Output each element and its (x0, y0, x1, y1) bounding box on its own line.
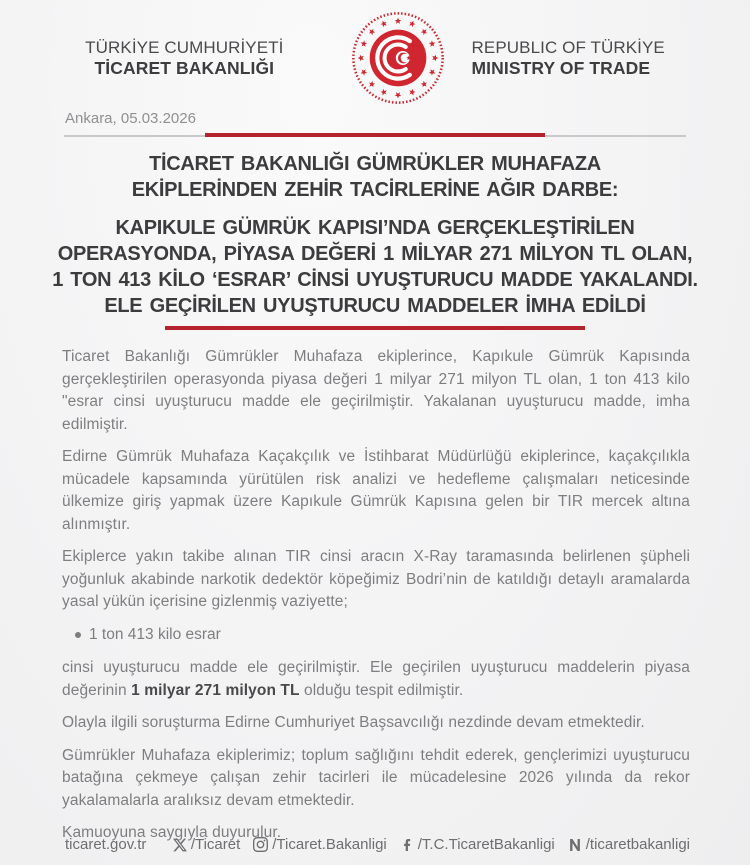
social-row (173, 836, 690, 853)
press-release-body (0, 330, 750, 845)
ministry-of-trade-emblem-icon (350, 10, 446, 106)
market-value-amount: 1 milyar 271 milyon TL (131, 681, 300, 699)
org-tr-line2: TİCARET BAKANLIĞI (94, 58, 275, 78)
market-value-before: cinsi uyuşturucu madde ele geçirilmiştir. Ele geçirilen uyuşturucu maddelerin piyasa değerinin (62, 659, 690, 699)
divider-red-segment (205, 133, 545, 137)
paragraph-closing: Kamuoyuna saygıyla duyurulur. (62, 824, 282, 841)
website-link[interactable]: ticaret.gov.tr (65, 836, 147, 853)
ministry-name-english (472, 37, 665, 79)
paragraph-commitment: Gümrükler Muhafaza ekiplerimiz; toplum sağlığını tehdit ederek, gençlerimizi uyuşturucu batağına çekmeye çalışan zehir tacirleri ile mücadelesine 2026 yılında da rekor yakalamalarla aralıksız devam etmektedir. (62, 746, 690, 809)
seizure-list (62, 624, 690, 647)
paragraph-market-value (62, 657, 690, 702)
dateline: Ankara, 05.03.2026 (65, 110, 196, 127)
masthead (0, 0, 750, 106)
social-handle: /Ticaret (190, 836, 241, 853)
social-link-facebook[interactable] (400, 836, 555, 853)
market-value-after: olduğu tespit edilmiştir. (303, 681, 464, 699)
org-tr-line1: TÜRKİYE CUMHURİYETİ (85, 38, 284, 57)
social-handle: /ticaretbakanligi (585, 836, 690, 853)
paragraph-seizure-summary: Ticaret Bakanlığı Gümrükler Muhafaza ekiplerince, Kapıkule Gümrük Kapısında gerçekleştirilen operasyonda piyasa değeri 1 milyar 271 milyon TL olan, 1 ton 413 kilo "esrar cinsi uyuşturucu madde ele geçirilmiştir. Yakalanan uyuşturucu madde, imha edilmiştir. (62, 348, 690, 433)
nsosyal-icon (568, 838, 582, 852)
social-handle: /T.C.TicaretBakanligi (417, 836, 555, 853)
facebook-icon (400, 838, 414, 852)
header-divider (64, 133, 686, 138)
paragraph-investigation: Edirne Gümrük Muhafaza Kaçakçılık ve İstihbarat Müdürlüğü ekiplerince, kaçakçılıkla mücadele kapsamında yürütülen risk analizi ve hedefleme çalışmaları neticesinde ülkemize giriş yapmak üzere Kapıkule Gümrük Kapısına gelen bir TIR mercek altına alınmıştır. (62, 448, 690, 533)
headline-intro: TİCARET BAKANLIĞI GÜMRÜKLER MUHAFAZA EKİPLERİNDEN ZEHİR TACİRLERİNE AĞIR DARBE: (131, 153, 619, 201)
page-footer (65, 836, 690, 853)
headline-main: KAPIKULE GÜMRÜK KAPISI’NDA GERÇEKLEŞTİRİLEN OPERASYONDA, PİYASA DEĞERİ 1 MİLYAR 271 MİLYON TL OLAN, 1 TON 413 KİLO ‘ESRAR’ CİNSİ UYUŞTURUCU MADDE YAKALANDI. ELE GEÇİRİLEN UYUŞTURUCU MADDELER İMHA EDİLDİ (52, 217, 698, 317)
social-handle: /Ticaret.Bakanligi (272, 836, 387, 853)
org-en-line2: MINISTRY OF TRADE (471, 58, 651, 78)
paragraph-xray-search: Ekiplerce yakın takibe alınan TIR cinsi aracın X-Ray taramasında belirlenen şüpheli yoğunluk akabinde narkotik dedektör köpeğimiz Bodri’nin de katıldığı detaylı aramalarda yasal yükün içerisine gizlenmiş vaziyette; (62, 548, 690, 610)
social-link-nsosyal[interactable] (568, 836, 690, 853)
paragraph-prosecution: Olayla ilgili soruşturma Edirne Cumhuriyet Başsavcılığı nezdinde devam etmektedir. (62, 714, 645, 731)
x-icon (173, 838, 187, 852)
org-en-line1: REPUBLIC OF TÜRKİYE (471, 38, 665, 57)
instagram-icon (253, 837, 268, 852)
ministry-name-turkish (85, 37, 283, 79)
seizure-list-item: 1 ton 413 kilo esrar (89, 624, 690, 647)
social-link-instagram[interactable] (253, 836, 387, 853)
social-link-x[interactable] (173, 836, 240, 853)
